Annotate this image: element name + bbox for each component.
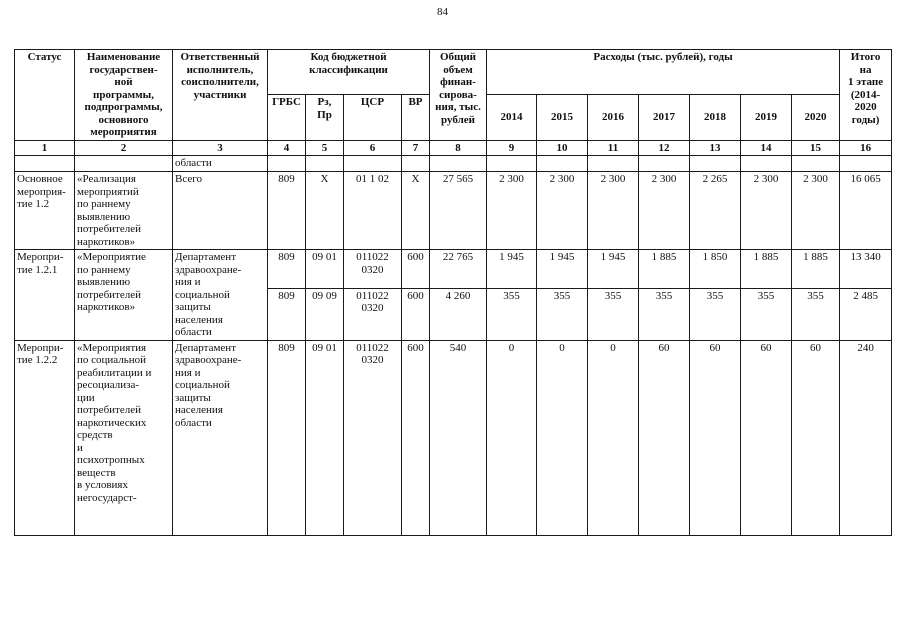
column-number-row (15, 140, 892, 156)
row-year-value: 60 (792, 340, 840, 535)
header-year: 2020 (792, 95, 840, 140)
row-name: «Мероприятие по раннему выявлению потребителей наркотиков» (75, 250, 173, 341)
header-expenses: Расходы (тыс. рублей), годы (487, 50, 840, 95)
column-number: 12 (639, 140, 690, 156)
header-csr: ЦСР (344, 95, 402, 140)
header-vr: ВР (402, 95, 430, 140)
header-status: Статус (15, 50, 75, 141)
row-year-value: 2 300 (487, 172, 537, 250)
row-itogo: 16 065 (840, 172, 892, 250)
header-year: 2014 (487, 95, 537, 140)
row-name: «Мероприятия по социальной реабилитации и ресоциализа- ции потребителей наркотических средств и психотропных веществ в условиях негосударст- (75, 340, 173, 535)
column-number: 2 (75, 140, 173, 156)
column-number: 16 (840, 140, 892, 156)
row-csr: 01 1 02 (344, 172, 402, 250)
row-year-value: 2 300 (537, 172, 588, 250)
row-itogo: 2 485 (840, 288, 892, 340)
row-responsible: Всего (173, 172, 268, 250)
row-total: 22 765 (430, 250, 487, 289)
row-vr: 600 (402, 340, 430, 535)
row-year-value: 0 (537, 340, 588, 535)
continuation-text: области (173, 156, 268, 172)
row-rz-pr: 09 09 (306, 288, 344, 340)
budget-table (14, 49, 892, 536)
table-row-main-event (15, 172, 892, 250)
row-year-value: 0 (588, 340, 639, 535)
row-year-value: 1 885 (639, 250, 690, 289)
header-responsible: Ответственный исполнитель, соисполнители, участники (173, 50, 268, 141)
row-year-value: 2 300 (792, 172, 840, 250)
row-vr: 600 (402, 250, 430, 289)
row-rz-pr: 09 01 (306, 340, 344, 535)
row-csr: 011022 0320 (344, 288, 402, 340)
row-year-value: 2 300 (741, 172, 792, 250)
row-year-value: 1 945 (487, 250, 537, 289)
row-year-value: 1 945 (588, 250, 639, 289)
row-year-value: 355 (487, 288, 537, 340)
column-number: 9 (487, 140, 537, 156)
header-year: 2018 (690, 95, 741, 140)
row-name: «Реализация мероприятий по раннему выявлению потребителей наркотиков» (75, 172, 173, 250)
row-grbs: 809 (268, 250, 306, 289)
column-number: 1 (15, 140, 75, 156)
header-grbs: ГРБС (268, 95, 306, 140)
row-year-value: 60 (741, 340, 792, 535)
row-grbs: 809 (268, 340, 306, 535)
row-status: Меропри- тие 1.2.1 (15, 250, 75, 341)
header-itogo: Итого на 1 этапе (2014- 2020 годы) (840, 50, 892, 141)
column-number: 4 (268, 140, 306, 156)
row-year-value: 0 (487, 340, 537, 535)
column-number: 15 (792, 140, 840, 156)
row-year-value: 355 (792, 288, 840, 340)
column-number: 10 (537, 140, 588, 156)
row-grbs: 809 (268, 172, 306, 250)
row-status: Меропри- тие 1.2.2 (15, 340, 75, 535)
header-year: 2017 (639, 95, 690, 140)
column-number: 14 (741, 140, 792, 156)
row-year-value: 2 300 (639, 172, 690, 250)
header-budget-code: Код бюджетной классификации (268, 50, 430, 95)
header-name: Наименование государствен- ной программы, подпрограммы, основного мероприятия (75, 50, 173, 141)
page-number: 84 (437, 6, 448, 18)
header-year: 2019 (741, 95, 792, 140)
row-year-value: 60 (639, 340, 690, 535)
row-status: Основное мероприя- тие 1.2 (15, 172, 75, 250)
row-rz-pr: 09 01 (306, 250, 344, 289)
row-vr: 600 (402, 288, 430, 340)
column-number: 7 (402, 140, 430, 156)
header-total-volume: Общий объем финан- сирова- ния, тыс. рублей (430, 50, 487, 141)
row-year-value: 2 300 (588, 172, 639, 250)
row-year-value: 355 (639, 288, 690, 340)
row-year-value: 1 945 (537, 250, 588, 289)
row-year-value: 355 (537, 288, 588, 340)
row-year-value: 1 885 (741, 250, 792, 289)
column-number: 11 (588, 140, 639, 156)
column-number: 3 (173, 140, 268, 156)
row-total: 27 565 (430, 172, 487, 250)
row-itogo: 13 340 (840, 250, 892, 289)
row-itogo: 240 (840, 340, 892, 535)
continuation-row (15, 156, 892, 172)
row-year-value: 2 265 (690, 172, 741, 250)
table-row-event-1-2-1 (15, 250, 892, 289)
column-number: 8 (430, 140, 487, 156)
column-number: 13 (690, 140, 741, 156)
row-year-value: 355 (690, 288, 741, 340)
header-year: 2015 (537, 95, 588, 140)
row-year-value: 1 885 (792, 250, 840, 289)
row-year-value: 60 (690, 340, 741, 535)
row-year-value: 355 (588, 288, 639, 340)
header-year: 2016 (588, 95, 639, 140)
row-rz-pr: X (306, 172, 344, 250)
row-total: 540 (430, 340, 487, 535)
row-total: 4 260 (430, 288, 487, 340)
column-number: 5 (306, 140, 344, 156)
header-rz-pr: Рз, Пр (306, 95, 344, 140)
row-responsible: Департамент здравоохране- ния и социальной защиты населения области (173, 340, 268, 535)
row-grbs: 809 (268, 288, 306, 340)
row-year-value: 355 (741, 288, 792, 340)
column-number: 6 (344, 140, 402, 156)
row-csr: 011022 0320 (344, 340, 402, 535)
row-responsible: Департамент здравоохране- ния и социальной защиты населения области (173, 250, 268, 341)
row-vr: X (402, 172, 430, 250)
row-csr: 011022 0320 (344, 250, 402, 289)
table-row-event-1-2-2 (15, 340, 892, 535)
row-year-value: 1 850 (690, 250, 741, 289)
